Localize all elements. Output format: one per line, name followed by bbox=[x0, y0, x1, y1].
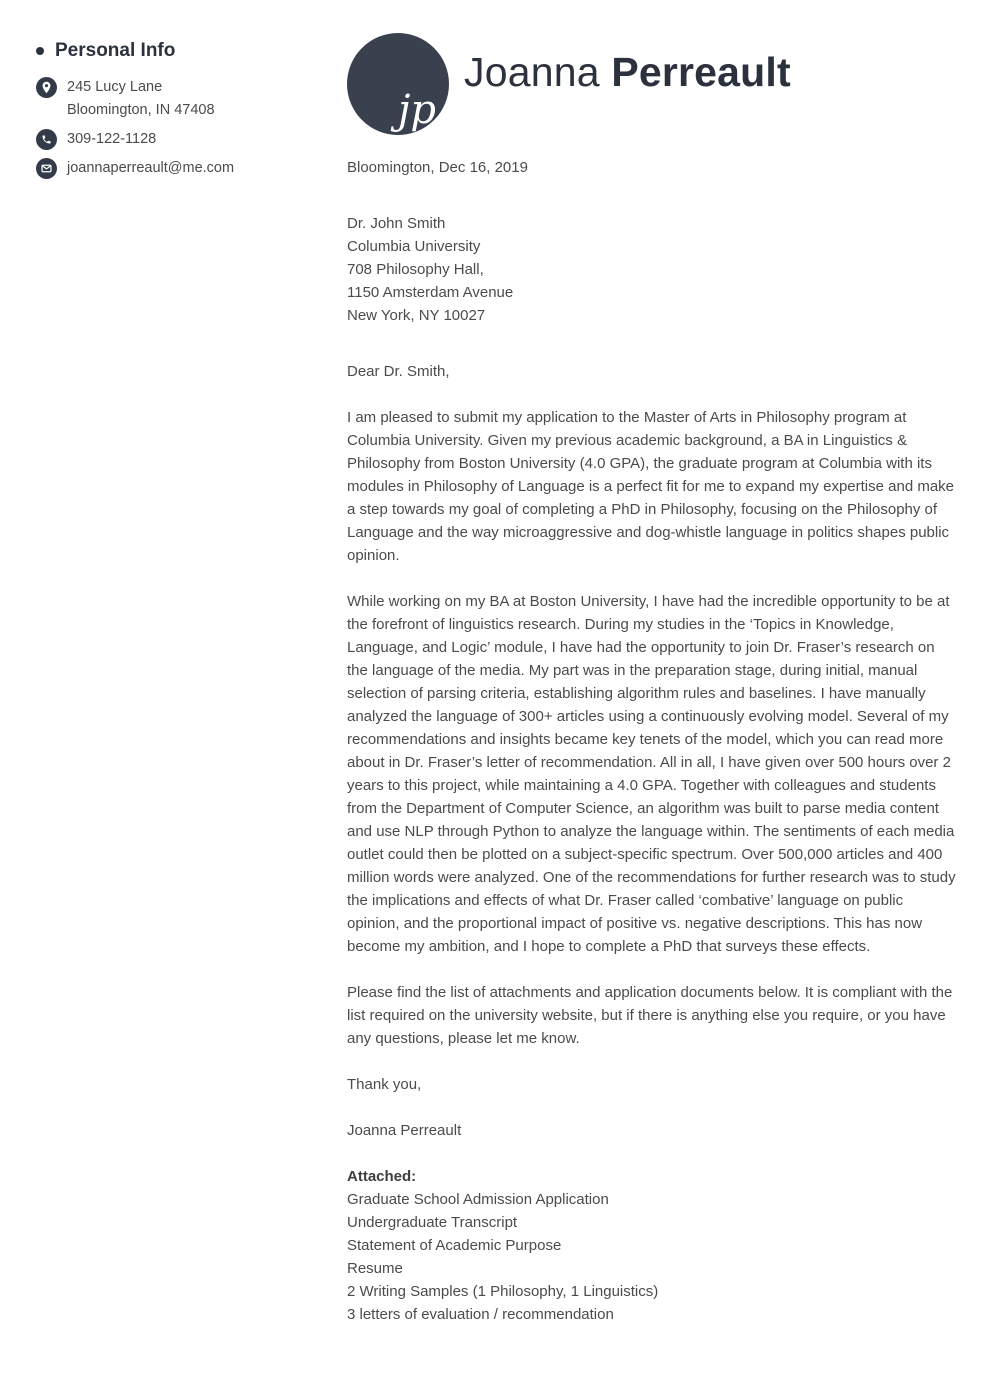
body-paragraph: While working on my BA at Boston University, I have had the incredible opportunity to be at the forefront of linguistics research. During my studies in the ‘Topics in Knowledge, Language, and Logic’ module, I have had the opportunity to join Dr. Fraser’s research on the language of the media. My part was in the preparation stage, during initial, manual selection of parsing criteria, establishing algorithm rules and baselines. I have manually analyzed the language of 300+ articles using a continuously evolving model. Several of my recommendations and insights became key tenets of the model, which you can read more about in Dr. Fraser’s letter of recommendation. All in all, I have given over 500 hours over 2 years to this project, while maintaining a 4.0 GPA. Together with colleagues and students from the Department of Computer Science, an algorithm was built to parse media content and use NLP through Python to analyze the language within. The sentiments of each media outlet could then be plotted on a subject-specific spectrum. Over 500,000 articles and 400 million words were analyzed. One of the recommendations for further research was to study the implications and effects of what Dr. Fraser called ‘combative’ language on public opinion, and the proportional impact of positive vs. negative descriptions. This has now become my ambition, and I hope to complete a PhD that surveys these effects. bbox=[347, 593, 956, 955]
letter-main-column bbox=[347, 33, 959, 1326]
letter-header bbox=[347, 33, 959, 135]
address-text bbox=[67, 76, 215, 122]
address-line-2: Bloomington, IN 47408 bbox=[67, 102, 215, 118]
attachment-item: 3 letters of evaluation / recommendation bbox=[347, 1306, 614, 1323]
attachments-heading: Attached: bbox=[347, 1168, 417, 1185]
avatar bbox=[347, 33, 449, 135]
personal-info-sidebar bbox=[36, 40, 326, 186]
letter-body bbox=[347, 156, 959, 1326]
recipient-line: New York, NY 10027 bbox=[347, 307, 486, 324]
location-icon bbox=[36, 77, 57, 98]
address-line-1: 245 Lucy Lane bbox=[67, 79, 163, 95]
attachment-item: Undergraduate Transcript bbox=[347, 1214, 518, 1231]
signature-name: Joanna Perreault bbox=[347, 1122, 462, 1139]
contact-item-address bbox=[36, 76, 326, 122]
attachments-block bbox=[347, 1165, 959, 1326]
email-address: joannaperreault@me.com bbox=[67, 160, 235, 176]
attachment-item: 2 Writing Samples (1 Philosophy, 1 Linguistics) bbox=[347, 1283, 659, 1300]
phone-number: 309-122-1128 bbox=[67, 131, 157, 147]
first-name: Joanna bbox=[464, 49, 600, 95]
phone-icon bbox=[36, 129, 57, 150]
closing: Thank you, bbox=[347, 1076, 422, 1093]
body-paragraph: I am pleased to submit my application to the Master of Arts in Philosophy program at Columbia University. Given my previous academic background, a BA in Linguistics & Philosophy from Boston University (4.0 GPA), the graduate program at Columbia with its modules in Philosophy of Language is a perfect fit for me to expand my expertise and make a step towards my goal of completing a PhD in Philosophy, focusing on the Philosophy of Language and the way microaggressive and dog-whistle language in politics shapes public opinion. bbox=[347, 409, 955, 564]
sidebar-heading bbox=[36, 40, 326, 62]
phone-text bbox=[67, 128, 156, 151]
contact-item-email bbox=[36, 157, 326, 180]
avatar-initials: jp bbox=[397, 87, 436, 133]
email-text bbox=[67, 157, 234, 180]
attachment-item: Graduate School Admission Application bbox=[347, 1191, 609, 1208]
attachment-item: Statement of Academic Purpose bbox=[347, 1237, 562, 1254]
contact-item-phone bbox=[36, 128, 326, 151]
recipient-line: Columbia University bbox=[347, 238, 481, 255]
dateline: Bloomington, Dec 16, 2019 bbox=[347, 159, 528, 176]
attachment-item: Resume bbox=[347, 1260, 403, 1277]
email-icon bbox=[36, 158, 57, 179]
last-name: Perreault bbox=[611, 49, 791, 95]
body-paragraph: Please find the list of attachments and application documents below. It is compliant with the list required on the university website, but if there is anything else you require, or you have any questions, please let me know. bbox=[347, 984, 953, 1047]
bullet-dot-icon bbox=[36, 47, 44, 55]
recipient-line: 1150 Amsterdam Avenue bbox=[347, 284, 514, 301]
recipient-line: 708 Philosophy Hall, bbox=[347, 261, 484, 278]
recipient-address-block bbox=[347, 212, 959, 327]
sidebar-heading-label: Personal Info bbox=[55, 40, 176, 61]
page-title bbox=[464, 49, 791, 135]
recipient-line: Dr. John Smith bbox=[347, 215, 446, 232]
salutation: Dear Dr. Smith, bbox=[347, 363, 450, 380]
